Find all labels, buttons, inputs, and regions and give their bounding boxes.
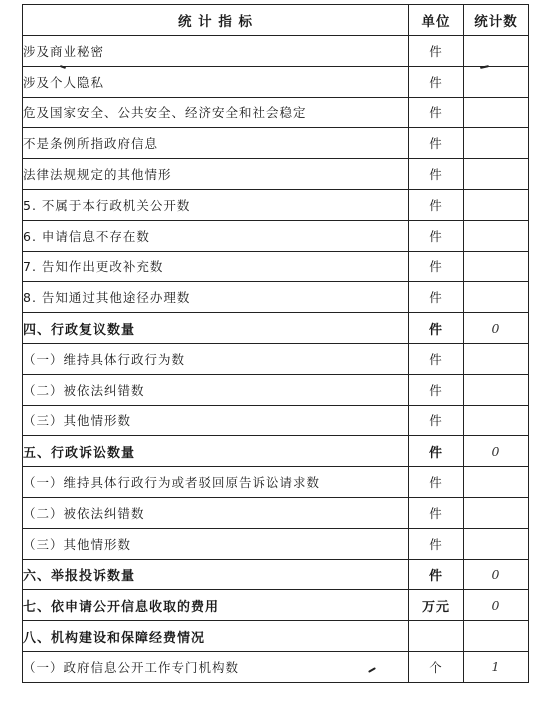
table-row [23,313,529,344]
row-unit: 件 [409,497,464,528]
table-row [23,405,529,436]
row-indicator: 法律法规规定的其他情形 [23,159,409,190]
row-unit: 件 [409,374,464,405]
row-indicator: 危及国家安全、公共安全、经济安全和社会稳定 [23,97,409,128]
table-row [23,374,529,405]
row-value [464,528,529,559]
table-row [23,343,529,374]
row-indicator: 四、行政复议数量 [23,313,409,344]
table-row [23,590,529,621]
table-row [23,36,529,67]
table-row [23,159,529,190]
row-unit: 件 [409,97,464,128]
row-value: 0 [464,313,529,344]
row-indicator: 八、机构建设和保障经费情况 [23,621,409,652]
row-value [464,374,529,405]
table-row [23,189,529,220]
row-unit: 件 [409,189,464,220]
row-unit: 件 [409,36,464,67]
row-value [464,282,529,313]
row-indicator: （二）被依法纠错数 [23,497,409,528]
table-row [23,559,529,590]
row-value [464,128,529,159]
row-indicator: （一）维持具体行政行为或者驳回原告诉讼请求数 [23,467,409,498]
table-body [23,36,529,683]
statistics-table [22,4,529,683]
row-unit: 件 [409,66,464,97]
row-value [464,497,529,528]
row-indicator: （三）其他情形数 [23,405,409,436]
row-unit: 个 [409,651,464,682]
row-unit: 万元 [409,590,464,621]
row-value [464,220,529,251]
row-value [464,159,529,190]
row-unit: 件 [409,467,464,498]
row-value: 0 [464,436,529,467]
row-indicator: 7. 告知作出更改补充数 [23,251,409,282]
row-unit: 件 [409,313,464,344]
row-indicator: （一）政府信息公开工作专门机构数 [23,651,409,682]
table-row [23,66,529,97]
row-value [464,36,529,67]
row-indicator: （三）其他情形数 [23,528,409,559]
row-indicator: 五、行政诉讼数量 [23,436,409,467]
table-row [23,436,529,467]
row-unit [409,621,464,652]
row-indicator: （二）被依法纠错数 [23,374,409,405]
row-value [464,189,529,220]
statistics-sheet [22,4,528,683]
table-row [23,467,529,498]
table-row [23,251,529,282]
row-unit: 件 [409,559,464,590]
row-value [464,343,529,374]
header-value: 统计数 [464,5,529,36]
row-indicator: 六、举报投诉数量 [23,559,409,590]
row-unit: 件 [409,436,464,467]
row-value: 1 [464,651,529,682]
row-indicator: 5. 不属于本行政机关公开数 [23,189,409,220]
table-row [23,497,529,528]
row-indicator: 不是条例所指政府信息 [23,128,409,159]
row-unit: 件 [409,528,464,559]
row-unit: 件 [409,405,464,436]
row-unit: 件 [409,251,464,282]
row-unit: 件 [409,343,464,374]
row-value [464,621,529,652]
row-value: 0 [464,590,529,621]
row-indicator: 6. 申请信息不存在数 [23,220,409,251]
row-unit: 件 [409,282,464,313]
row-indicator: 七、依申请公开信息收取的费用 [23,590,409,621]
header-indicator: 统 计 指 标 [23,5,409,36]
row-indicator: 涉及商业秘密 [23,36,409,67]
table-row [23,528,529,559]
row-indicator: 涉及个人隐私 [23,66,409,97]
row-unit: 件 [409,159,464,190]
row-indicator: 8. 告知通过其他途径办理数 [23,282,409,313]
row-unit: 件 [409,128,464,159]
table-header-row [23,5,529,36]
header-unit: 单位 [409,5,464,36]
table-row [23,97,529,128]
table-row [23,621,529,652]
row-indicator: （一）维持具体行政行为数 [23,343,409,374]
table-row [23,651,529,682]
row-unit: 件 [409,220,464,251]
row-value [464,251,529,282]
table-row [23,128,529,159]
row-value [464,97,529,128]
table-row [23,282,529,313]
row-value [464,405,529,436]
table-row [23,220,529,251]
row-value [464,467,529,498]
row-value [464,66,529,97]
row-value: 0 [464,559,529,590]
